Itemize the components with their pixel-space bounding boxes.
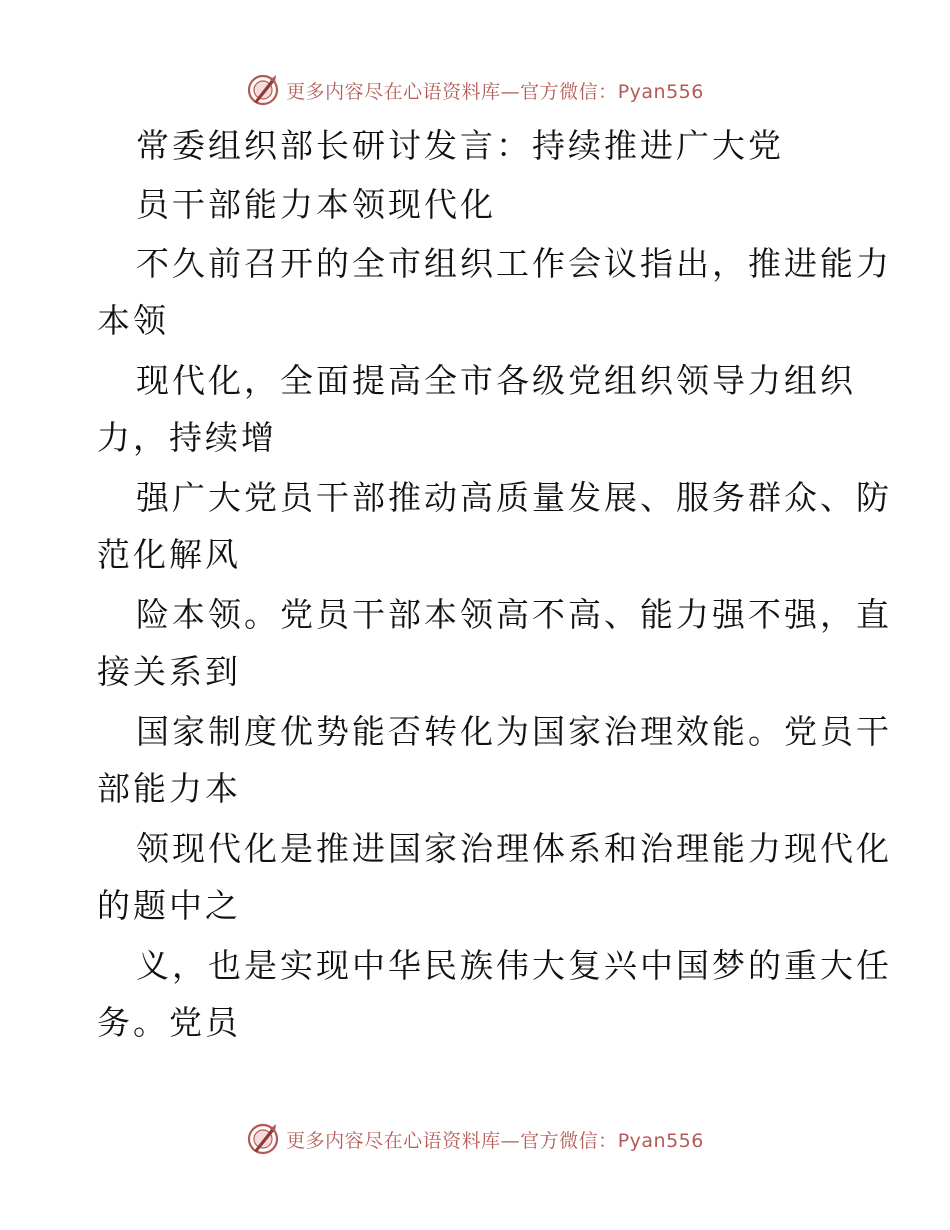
watermark-main: 更多内容尽在心语资料库 (286, 1129, 501, 1152)
document-title-line-1: 常委组织部长研讨发言：持续推进广大党 (136, 126, 784, 165)
watermark-text (286, 1126, 704, 1153)
body-line: 的题中之 (97, 886, 241, 925)
watermark-text (286, 77, 704, 104)
quill-seal-icon (246, 1122, 280, 1156)
quill-seal-icon (246, 73, 280, 107)
header-watermark (0, 70, 950, 110)
body-line: 部能力本 (97, 769, 241, 808)
body-line: 领现代化是推进国家治理体系和治理能力现代化 (136, 829, 892, 868)
footer-watermark (0, 1119, 950, 1159)
watermark-dash: — (500, 80, 521, 103)
watermark-label: 官方微信： (520, 80, 618, 103)
body-line: 本领 (97, 301, 169, 340)
body-line: 力，持续增 (97, 418, 277, 457)
body-line: 现代化，全面提高全市各级党组织领导力组织 (136, 361, 856, 400)
body-line: 国家制度优势能否转化为国家治理效能。党员干 (136, 712, 892, 751)
watermark-main: 更多内容尽在心语资料库 (286, 80, 501, 103)
body-line: 范化解风 (97, 535, 241, 574)
watermark-wechat-id: Pyan556 (617, 1129, 704, 1152)
watermark-label: 官方微信： (520, 1129, 618, 1152)
body-line: 务。党员 (97, 1003, 241, 1042)
watermark-dash: — (500, 1129, 521, 1152)
document-title-line-2: 员干部能力本领现代化 (136, 185, 496, 224)
watermark-wechat-id: Pyan556 (617, 80, 704, 103)
body-line: 接关系到 (97, 652, 241, 691)
body-line: 不久前召开的全市组织工作会议指出，推进能力 (136, 244, 892, 283)
body-line: 险本领。党员干部本领高不高、能力强不强，直 (136, 595, 892, 634)
body-line: 义，也是实现中华民族伟大复兴中国梦的重大任 (136, 946, 892, 985)
body-line: 强广大党员干部推动高质量发展、服务群众、防 (136, 478, 892, 517)
